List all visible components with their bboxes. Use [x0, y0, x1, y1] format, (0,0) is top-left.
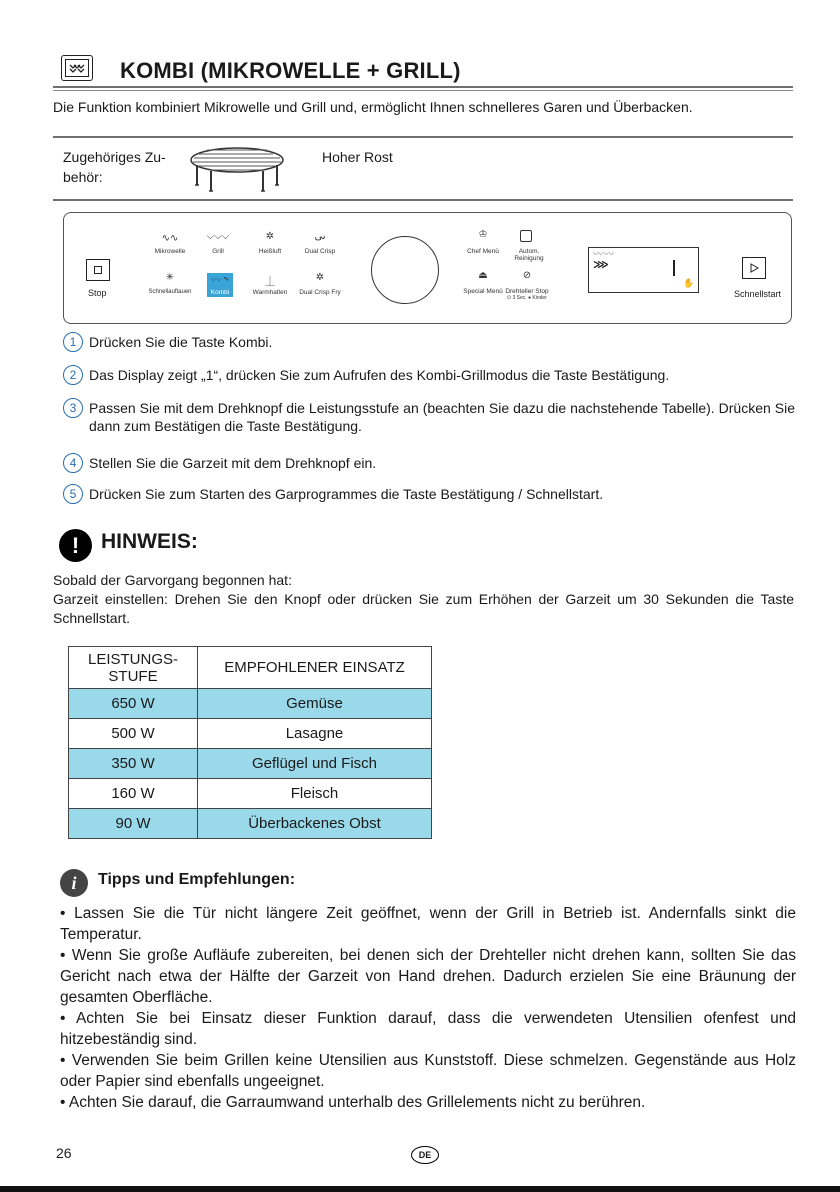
accessory-top-rule	[53, 136, 793, 138]
exclamation-icon: !	[59, 529, 92, 562]
tips-title: Tipps und Empfehlungen:	[98, 871, 296, 888]
table-cell-level: 160 W	[69, 779, 198, 809]
rotary-knob[interactable]	[371, 236, 439, 304]
table-row	[69, 809, 432, 839]
tip-item: • Achten Sie darauf, die Garraumwand unterhalb des Grillelements nicht zu berühren.	[60, 1094, 646, 1111]
accessory-bottom-rule	[53, 199, 793, 201]
step-text: Drücken Sie zum Starten des Garprogrammes die Taste Bestätigung / Schnellstart.	[89, 486, 604, 502]
microwave-icon[interactable]: ∿∿	[161, 233, 179, 244]
tips-list	[60, 903, 796, 1113]
accessory-label-line1: Zugehöriges Zu-	[63, 149, 166, 165]
step-text: Stellen Sie die Garzeit mit dem Drehknopf ein.	[89, 455, 377, 471]
tip-item: • Lassen Sie die Tür nicht längere Zeit geöffnet, wenn der Grill in Betrieb ist. Andernfalls sinkt die Temperatur.	[60, 905, 796, 943]
table-header-use: EMPFOHLENER EINSATZ	[198, 647, 432, 689]
power-level-table	[68, 646, 432, 839]
auto-clean-label: Autom. Reinigung	[514, 248, 544, 262]
table-row	[69, 779, 432, 809]
chef-hat-icon[interactable]: ♔	[478, 229, 488, 240]
table-cell-use: Geflügel und Fisch	[198, 749, 432, 779]
child-lock-hint: ⏻ 3 Sec. ● Kinder	[507, 295, 547, 301]
tip-item: • Achten Sie bei Einsatz dieser Funktion darauf, dass die verwendeten Utensilien ofenfest und hitzebeständig sind.	[60, 1010, 796, 1048]
grill-icon[interactable]: ⌵⌵⌵	[206, 231, 230, 242]
accessory-name: Hoher Rost	[322, 149, 393, 165]
display-grill-icon: ⌵⌵⌵⌵	[593, 250, 615, 257]
defrost-icon[interactable]: ✳	[165, 272, 175, 283]
turntable-stop-icon[interactable]: ⊘	[522, 270, 532, 281]
table-header-level-line1: LEISTUNGS-	[87, 650, 178, 668]
dual-crisp-fry-label: Dual Crisp Fry	[299, 289, 341, 296]
step-number: 5	[63, 484, 83, 504]
keep-warm-label: Warmhalten	[252, 289, 288, 296]
chef-menu-label: Chef Menü	[467, 248, 499, 255]
turntable-stop-label: Drehteller Stop	[505, 288, 549, 295]
warm-icon[interactable]: ⏊	[265, 277, 275, 288]
tip-item: • Verwenden Sie beim Grillen keine Utensilien aus Kunststoff. Diese schmelzen. Gegenstände aus Holz oder Papier sind ebenfalls ungeeignet.	[60, 1052, 796, 1090]
dual-crisp-fry-icon[interactable]: ✲	[315, 272, 325, 283]
intro-text: Die Funktion kombiniert Mikrowelle und Grill und, ermöglicht Ihnen schnelleres Garen und Überbacken.	[53, 99, 693, 115]
hot-air-label: Heißluft	[258, 248, 282, 255]
dual-crisp-label: Dual Crisp	[304, 248, 336, 255]
special-menu-label: Special Menü	[463, 288, 503, 295]
table-cell-level: 500 W	[69, 719, 198, 749]
defrost-label: Schnellauftauen	[148, 289, 192, 295]
bottom-bar	[0, 1186, 840, 1192]
table-row	[69, 719, 432, 749]
stop-button[interactable]	[86, 259, 110, 281]
grill-mode-icon	[61, 55, 93, 81]
table-cell-use: Fleisch	[198, 779, 432, 809]
lcd-display	[588, 247, 699, 293]
table-cell-level: 350 W	[69, 749, 198, 779]
accessory-label	[63, 147, 193, 187]
microwave-label: Mikrowelle	[154, 248, 186, 255]
table-row	[69, 689, 432, 719]
table-cell-use: Überbackenes Obst	[198, 809, 432, 839]
table-header-row	[69, 647, 432, 689]
table-cell-use: Lasagne	[198, 719, 432, 749]
tip-item: • Wenn Sie große Aufläufe zubereiten, bei denen sich der Drehteller nicht drehen kann, sollten Sie das Gericht nach etwa der Hälfte der Garzeit von Hand drehen. Dadurch erzielen Sie eine Bräunung der gesamten Oberfläche.	[60, 947, 796, 1006]
notice-line-1: Sobald der Garvorgang begonnen hat:	[53, 572, 292, 588]
table-cell-use: Gemüse	[198, 689, 432, 719]
combi-icon: ⌵⌵ ∿	[210, 276, 230, 283]
auto-clean-icon[interactable]	[520, 230, 532, 242]
table-header-level-line2: STUFE	[108, 667, 158, 685]
title-rule	[53, 86, 793, 88]
start-button[interactable]	[742, 257, 766, 279]
step-text: Das Display zeigt „1“, drücken Sie zum Aufrufen des Kombi-Grillmodus die Taste Bestätigung.	[89, 367, 670, 383]
table-row	[69, 749, 432, 779]
high-rack-image	[185, 143, 290, 195]
table-cell-level: 90 W	[69, 809, 198, 839]
display-hand-icon: ✋	[683, 278, 695, 288]
special-menu-icon[interactable]: ⏏	[478, 270, 488, 281]
info-icon: i	[60, 869, 88, 897]
step-number: 2	[63, 365, 83, 385]
dual-crisp-icon[interactable]: ىى	[314, 231, 326, 242]
page-title: KOMBI (MIKROWELLE + GRILL)	[120, 58, 461, 83]
grill-label: Grill	[212, 248, 224, 255]
table-header-level	[69, 647, 198, 689]
title-rule-thin	[53, 90, 793, 91]
language-badge: DE	[411, 1146, 439, 1164]
table-cell-level: 650 W	[69, 689, 198, 719]
page-number: 26	[56, 1145, 72, 1161]
combi-label: Kombi	[210, 289, 230, 296]
start-label: Schnellstart	[734, 289, 782, 299]
step-number: 1	[63, 332, 83, 352]
stop-label: Stop	[88, 288, 107, 298]
step-number: 4	[63, 453, 83, 473]
step-text: Passen Sie mit dem Drehknopf die Leistungsstufe an (beachten Sie dazu die nachstehende Tabelle). Drücken Sie dann zum Bestätigen die Taste Bestätigung.	[89, 400, 795, 434]
step-text: Drücken Sie die Taste Kombi.	[89, 334, 273, 350]
display-mode-icon: ⋙	[593, 259, 609, 271]
notice-title: HINWEIS:	[101, 530, 198, 553]
fan-icon[interactable]: ✲	[265, 231, 275, 242]
accessory-label-line2: behör:	[63, 169, 103, 185]
notice-line-2: Garzeit einstellen: Drehen Sie den Knopf oder drücken Sie zum Erhöhen der Garzeit um 30 Sekunden die Taste Schnellstart.	[53, 591, 794, 626]
step-number: 3	[63, 398, 83, 418]
display-digit	[673, 260, 675, 276]
